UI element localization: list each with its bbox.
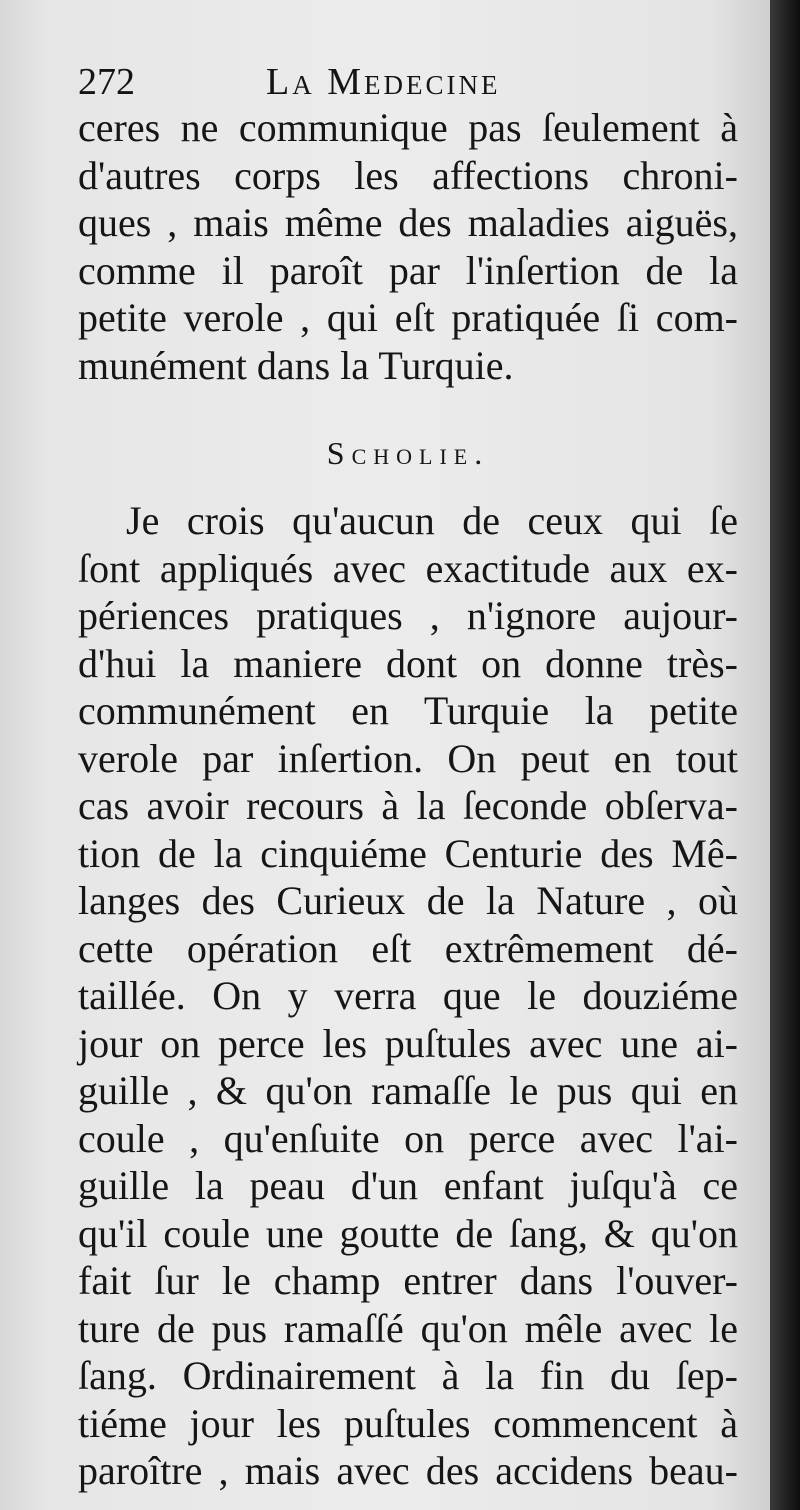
page-number: 272 — [78, 61, 135, 103]
text-line: guille la peau d'un enfant juſqu'à ce — [78, 1163, 738, 1208]
text-line: ture de pus ramaſſé qu'on mêle avec le — [78, 1305, 738, 1351]
text-line: fait ſur le champ entrer dans l'ouver- — [78, 1258, 738, 1303]
text-line: d'autres corps les affections chroni- — [78, 152, 738, 198]
text-line: périences pratiques , n'ignore aujour- — [78, 593, 738, 638]
text-line: tiéme jour les puſtules commencent à — [78, 1400, 738, 1446]
spacer — [78, 483, 738, 497]
text-line: jour on perce les puſtules avec une ai- — [78, 1020, 738, 1066]
text-line: cas avoir recours à la ſeconde obſerva- — [78, 783, 738, 828]
text-line: munément dans la Turquie. — [78, 342, 514, 388]
spacer — [78, 389, 738, 423]
text-line: cette opération eſt extrêmement dé- — [78, 925, 738, 971]
text-line: Je crois qu'aucun de ceux qui ſe — [126, 498, 738, 543]
text-line: taillée. On y verra que le douziéme — [78, 973, 738, 1018]
text-line: d'hui la maniere dont on donne très- — [78, 640, 738, 686]
text-line: comme il paroît par l'inſertion de la — [78, 247, 738, 293]
text-line: ceres ne communique pas ſeulement à — [78, 105, 738, 150]
paragraph-2 — [78, 497, 738, 1495]
text-line: ſont appliqués avec exactitude aux ex- — [78, 545, 738, 591]
text-line: guille , & qu'on ramaſſe le pus qui en — [78, 1068, 738, 1113]
page-body — [78, 104, 738, 1495]
text-line: coule , qu'enſuite on perce avec l'ai- — [78, 1115, 738, 1161]
text-line: petite verole , qui eſt pratiquée ſi com- — [78, 295, 738, 340]
text-line: ques , mais même des maladies aiguës, — [78, 200, 738, 245]
text-line: langes des Curieux de la Nature , où — [78, 878, 738, 923]
text-line: verole par inſertion. On peut en tout — [78, 735, 738, 781]
running-title: La Medecine — [266, 61, 501, 103]
paragraph-1 — [78, 104, 738, 389]
book-gutter — [770, 0, 800, 1510]
text-line: paroître , mais avec des accidens beau- — [78, 1448, 738, 1493]
page-header — [78, 58, 738, 108]
text-line: qu'il coule une goutte de ſang, & qu'on — [78, 1210, 738, 1256]
section-heading: Scholie. — [326, 435, 490, 471]
text-line: tion de la cinquiéme Centurie des Mê- — [78, 830, 738, 876]
text-line: ſang. Ordinairement à la fin du ſep- — [78, 1353, 738, 1398]
text-line: communément en Turquie la petite — [78, 688, 738, 733]
